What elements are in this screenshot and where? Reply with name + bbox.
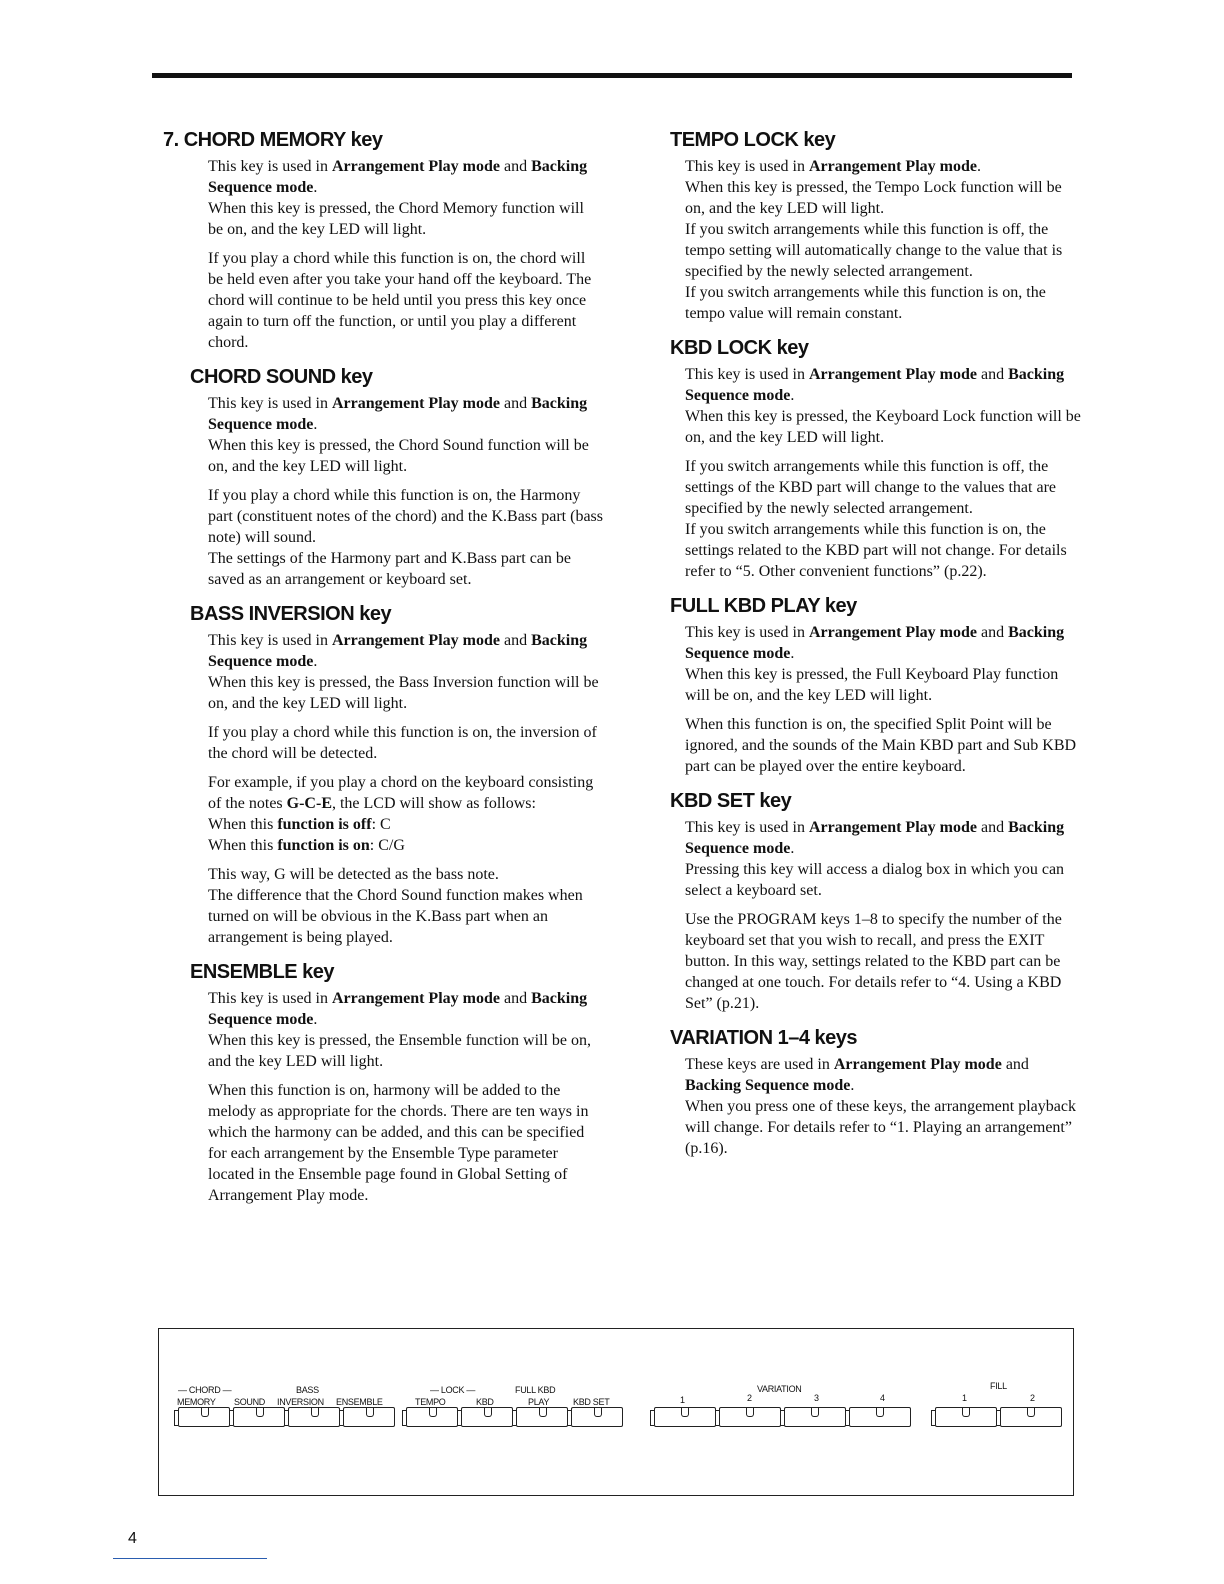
paragraph: When this function is on, the specified Split Point will be ignored, and the sounds of the Main KBD part and Sub KBD part can be played over the entire keyboard. <box>685 716 1077 775</box>
section-heading: TEMPO LOCK key <box>670 129 836 151</box>
right-column <box>670 128 1085 1171</box>
led-indicator <box>256 1408 264 1417</box>
section-tempo-lock-key <box>670 128 1085 324</box>
paragraph: For example, if you play a chord on the keyboard consisting of the notes G-C-E, the LCD will show as follows: When this function is off: C When this function is on: C/G <box>208 774 594 854</box>
section-body <box>208 393 603 590</box>
variation-key-group <box>654 1407 914 1429</box>
section-body <box>685 1054 1085 1159</box>
section-variation-1-4-keys <box>670 1026 1085 1159</box>
section-heading: VARIATION 1–4 keys <box>670 1027 858 1049</box>
led-indicator <box>594 1408 602 1417</box>
paragraph: This key is used in Arrangement Play mode and Backing Sequence mode. When this key is pressed, the Ensemble function will be on, and the key LED will light. <box>208 990 592 1070</box>
bold-term: Backing Sequence mode <box>685 624 1065 662</box>
fill-1-key[interactable] <box>935 1407 997 1427</box>
bold-term: Backing Sequence mode <box>685 366 1065 404</box>
paragraph: This key is used in Arrangement Play mode and Backing Sequence mode. Pressing this key will access a dialog box in which you can select a keyboard set. <box>685 819 1065 899</box>
bold-term: function is off <box>277 816 372 833</box>
led-indicator <box>962 1408 970 1417</box>
led-indicator <box>429 1408 437 1417</box>
paragraph: This key is used in Arrangement Play mode and Backing Sequence mode. When this key is pressed, the Keyboard Lock function will be on, and the key LED will light. <box>685 366 1081 446</box>
label-var-2: 2 <box>747 1393 752 1403</box>
ensemble-key[interactable] <box>343 1407 395 1427</box>
section-body <box>208 156 603 353</box>
top-rule <box>152 73 1072 78</box>
section-body <box>685 817 1085 1014</box>
chord-key-group <box>178 1407 398 1429</box>
label-fill-1: 1 <box>962 1393 967 1403</box>
bold-term: Backing Sequence mode <box>685 1077 851 1094</box>
bold-term: Backing Sequence mode <box>208 395 588 433</box>
led-indicator <box>484 1408 492 1417</box>
section-heading: KBD LOCK key <box>670 337 809 359</box>
variation-1-key[interactable] <box>654 1407 716 1427</box>
section-heading: CHORD SOUND key <box>190 366 373 388</box>
paragraph: Use the PROGRAM keys 1–8 to specify the number of the keyboard set that you wish to recall, and press the EXIT button. In this way, settings related to the KBD part can be changed at one touch. For details refer to “4. Using a KBD Set” (p.21). <box>685 911 1062 1012</box>
bold-term: Backing Sequence mode <box>685 819 1065 857</box>
paragraph: This way, G will be detected as the bass note. The difference that the Chord Sound function makes when turned on will be obvious in the K.Bass part when an arrangement is being played. <box>208 866 583 946</box>
label-kbd-set: KBD SET <box>573 1397 610 1407</box>
paragraph: If you play a chord while this function is on, the Harmony part (constituent notes of the chord) and the K.Bass part (bass note) will sound. The settings of the Harmony part and K.Bass part can be saved as an arrangement or keyboard set. <box>208 487 604 588</box>
label-var-3: 3 <box>814 1393 819 1403</box>
label-kbd: KBD <box>476 1397 494 1407</box>
label-var-1: 1 <box>680 1395 685 1405</box>
full-kbd-play-key[interactable] <box>516 1407 568 1427</box>
section-kbd-set-key <box>670 789 1085 1014</box>
bold-term: Arrangement Play mode <box>809 624 977 641</box>
bold-term: Arrangement Play mode <box>332 158 500 175</box>
paragraph: If you switch arrangements while this function is off, the settings of the KBD part will change to the values that are specified by the newly selected arrangement. If you switch arrangements while this function is on, the settings related to the KBD part will not change. For details refer to “5. Other convenient functions” (p.22). <box>685 458 1067 580</box>
section-heading: BASS INVERSION key <box>190 603 392 625</box>
chord-memory-key[interactable] <box>178 1407 230 1427</box>
label-play: PLAY <box>528 1397 550 1407</box>
variation-3-key[interactable] <box>784 1407 846 1427</box>
section-chord-sound-key <box>163 365 603 590</box>
footer-line <box>113 1558 267 1559</box>
label-full-kbd: FULL KBD <box>515 1385 556 1395</box>
section-kbd-lock-key <box>670 336 1085 582</box>
section-full-kbd-play-key <box>670 594 1085 777</box>
fill-2-key[interactable] <box>1000 1407 1062 1427</box>
section-bass-inversion-key <box>163 602 603 948</box>
section-heading: ENSEMBLE key <box>190 961 335 983</box>
bold-term: Arrangement Play mode <box>332 990 500 1007</box>
led-indicator <box>539 1408 547 1417</box>
bold-term: G-C-E <box>286 795 332 812</box>
tempo-lock-key[interactable] <box>406 1407 458 1427</box>
page-number: 4 <box>128 1530 137 1547</box>
paragraph: This key is used in Arrangement Play mode. When this key is pressed, the Tempo Lock function will be on, and the key LED will light. If you switch arrangements while this function is off, the tempo setting will automatically change to the value that is specified by the newly selected arrangement. If you switch arrangements while this function is on, the tempo value will remain constant. <box>685 158 1063 322</box>
paragraph: This key is used in Arrangement Play mode and Backing Sequence mode. When this key is pressed, the Full Keyboard Play function will be on, and the key LED will light. <box>685 624 1065 704</box>
led-indicator <box>366 1408 374 1417</box>
paragraph: This key is used in Arrangement Play mode and Backing Sequence mode. When this key is pressed, the Bass Inversion function will be on, and the key LED will light. <box>208 632 599 712</box>
section-7-chord-memory-key <box>163 128 603 353</box>
section-heading: 7. CHORD MEMORY key <box>163 129 383 151</box>
bold-term: Arrangement Play mode <box>332 395 500 412</box>
chord-sound-key[interactable] <box>233 1407 285 1427</box>
led-indicator <box>201 1408 209 1417</box>
section-ensemble-key <box>163 960 603 1206</box>
fill-key-group <box>935 1407 1065 1429</box>
paragraph: If you play a chord while this function is on, the chord will be held even after you take your hand off the keyboard. The chord will continue to be held until you press this key once again to turn off the function, or until you play a different chord. <box>208 250 592 351</box>
bold-term: Arrangement Play mode <box>809 819 977 836</box>
label-ensemble: ENSEMBLE <box>336 1397 383 1407</box>
bold-term: Backing Sequence mode <box>208 632 588 670</box>
bold-term: Arrangement Play mode <box>332 632 500 649</box>
led-indicator <box>681 1408 689 1417</box>
kbd-set-key[interactable] <box>571 1407 623 1427</box>
led-indicator <box>746 1408 754 1417</box>
label-lock-group: — LOCK — <box>430 1385 476 1395</box>
label-bass: BASS <box>296 1385 319 1395</box>
label-inversion: INVERSION <box>277 1397 324 1407</box>
led-indicator <box>811 1408 819 1417</box>
label-memory: MEMORY <box>177 1397 216 1407</box>
section-heading: KBD SET key <box>670 790 792 812</box>
label-fill-2: 2 <box>1030 1393 1035 1403</box>
section-body <box>208 988 603 1206</box>
section-heading: FULL KBD PLAY key <box>670 595 857 617</box>
paragraph: This key is used in Arrangement Play mode and Backing Sequence mode. When this key is pressed, the Chord Sound function will be on, and the key LED will light. <box>208 395 589 475</box>
led-indicator <box>311 1408 319 1417</box>
bold-term: Arrangement Play mode <box>809 158 977 175</box>
paragraph: When this function is on, harmony will be added to the melody as appropriate for the chords. There are ten ways in which the harmony can be added, and this can be specified for each arrangement by the Ensemble Type parameter located in the Ensemble page found in Global Setting of Arrangement Play mode. <box>208 1082 589 1204</box>
bass-inversion-key[interactable] <box>288 1407 340 1427</box>
paragraph: If you play a chord while this function is on, the inversion of the chord will be detected. <box>208 724 597 762</box>
led-indicator <box>876 1408 884 1417</box>
kbd-lock-key[interactable] <box>461 1407 513 1427</box>
variation-2-key[interactable] <box>719 1407 781 1427</box>
bold-term: Backing Sequence mode <box>208 990 588 1028</box>
paragraph: These keys are used in Arrangement Play mode and Backing Sequence mode. When you press one of these keys, the arrangement playback will change. For details refer to “1. Playing an arrangement” (p.16). <box>685 1056 1076 1157</box>
variation-4-key[interactable] <box>849 1407 911 1427</box>
section-body <box>208 630 603 948</box>
label-chord-group: — CHORD — <box>178 1385 232 1395</box>
left-column <box>163 128 603 1218</box>
led-indicator <box>1027 1408 1035 1417</box>
lock-key-group <box>406 1407 626 1429</box>
label-variation: VARIATION <box>757 1384 802 1394</box>
section-body <box>685 156 1085 324</box>
paragraph: This key is used in Arrangement Play mode and Backing Sequence mode. When this key is pressed, the Chord Memory function will be on, and the key LED will light. <box>208 158 588 238</box>
bold-term: function is on <box>277 837 370 854</box>
bold-term: Backing Sequence mode <box>208 158 588 196</box>
label-tempo: TEMPO <box>415 1397 446 1407</box>
section-body <box>685 622 1085 777</box>
bold-term: Arrangement Play mode <box>833 1056 1002 1073</box>
bold-term: Arrangement Play mode <box>809 366 977 383</box>
section-body <box>685 364 1085 582</box>
label-fill: FILL <box>990 1381 1007 1391</box>
label-var-4: 4 <box>880 1393 885 1403</box>
label-sound: SOUND <box>234 1397 266 1407</box>
